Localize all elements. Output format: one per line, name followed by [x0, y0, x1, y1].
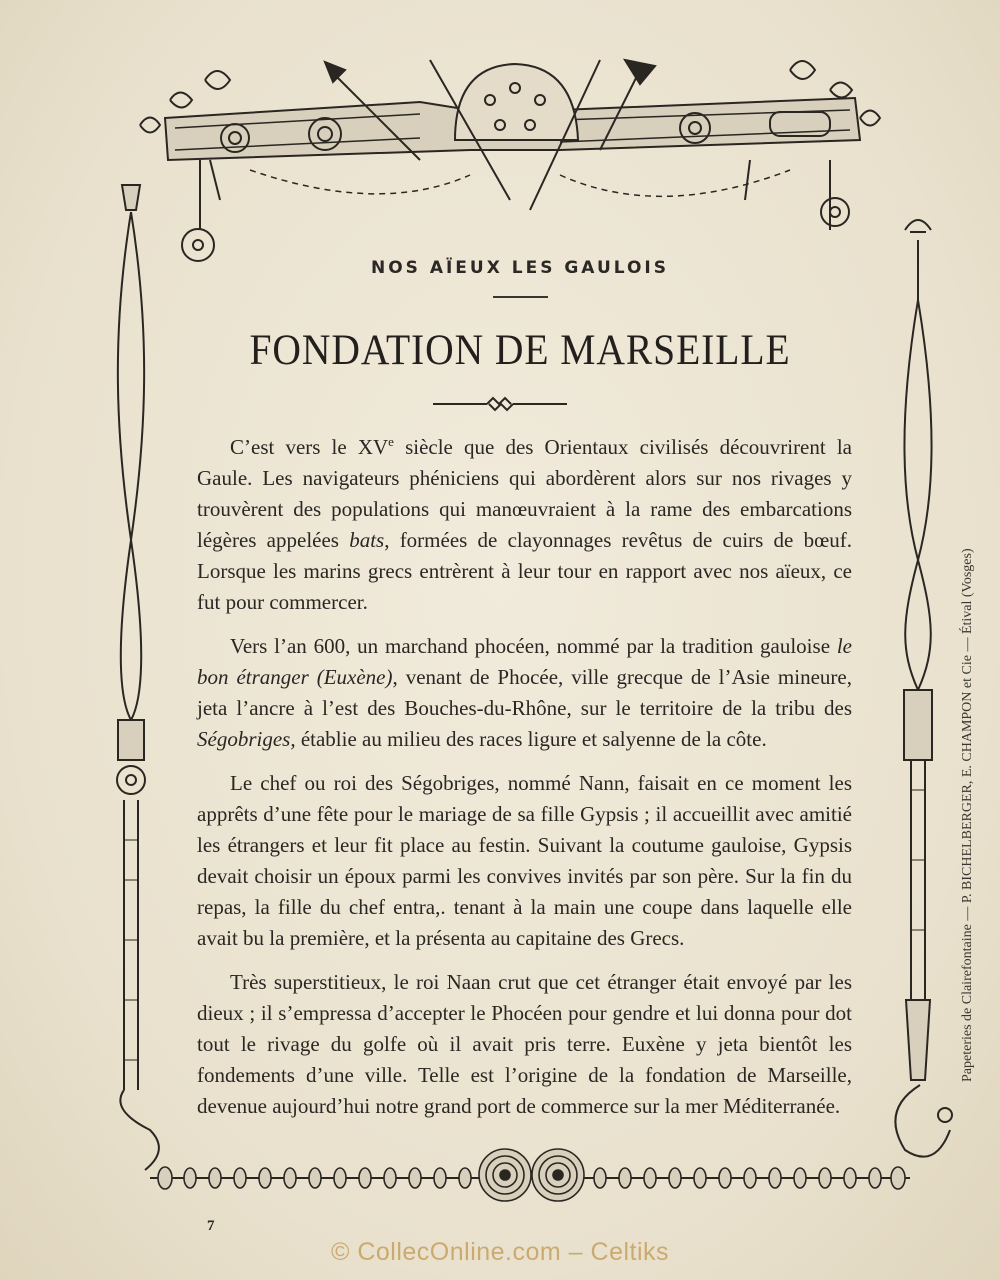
- watermark: © ColleсOnline.com – Celtiks: [330, 1238, 670, 1266]
- paragraph: [197, 967, 852, 1122]
- superscript: e: [388, 434, 394, 449]
- paragraph-text: établie au milieu des races ligure et salyenne de la côte.: [295, 727, 767, 751]
- paragraph: [197, 432, 852, 618]
- page-title: FONDATION DE MARSEILLE: [249, 327, 791, 374]
- right-sword: [895, 220, 952, 1157]
- italic-text: le bon étranger (Euxène): [197, 634, 852, 689]
- bottom-beads: [150, 1149, 910, 1201]
- paragraph-text: C’est vers le XV: [230, 435, 389, 459]
- italic-text: Ségobriges,: [197, 727, 296, 751]
- paragraph-text: Très superstitieux, le roi Naan crut que cet étranger était envoyé par les dieux ; il s’empressa d’accepter le Phocéen pour gendre et lui donna pour dot tout le rivage du golfe où il avait pris terre. Euxène y jeta bientôt les fondements d’une ville. Telle est l’origine de la fondation de Marseille, devenue aujourd’hui notre grand port de commerce sur la mer Méditerranée.: [197, 970, 852, 1118]
- left-sword: [117, 185, 159, 1170]
- article-body: [197, 432, 852, 1135]
- title-ornament: [425, 392, 575, 416]
- paragraph-text: Vers l’an 600, un marchand phocéen, nommé par la tradition gauloise: [230, 634, 837, 658]
- paragraph-text: Le chef ou roi des Ségobriges, nommé Nann, faisait en ce moment les apprêts d’une fête pour le mariage de sa fille Gypsis ; il accueillit avec amitié les étrangers et leur fit place au festin. Suivant la coutume gauloise, Gypsis devait choisir un époux parmi les convives invités par son père. Sur la fin du repas, la fille du chef entra,. tenant à la main une coupe dans laquelle elle avait bu la première, et la présenta au capitaine des Grecs.: [197, 771, 852, 950]
- paragraph-text: siècle que des Orientaux civilisés découvrirent la Gaule. Les navigateurs phéniciens qui abordèrent alors sur nos rivages y trouvèrent des populations qui manœuvraient à la rame des embarcations légères appelées: [197, 435, 852, 552]
- series-kicker: NOS AÏEUX LES GAULOIS: [370, 258, 669, 278]
- paragraph-text: , formées de clayonnages revêtus de cuirs de bœuf. Lorsque les marins grecs entrèrent à leur tour en rapport avec nos aïeux, ce fut pour commercer.: [197, 528, 852, 614]
- top-ornament: [140, 60, 880, 261]
- italic-text: bats: [349, 528, 385, 552]
- paragraph: [197, 631, 852, 755]
- page-number: 7: [207, 1218, 215, 1234]
- side-imprint: Papeteries de Clairefontaine — P. BICHELBERGER, E. CHAMPON et Cie — Étival (Vosges): [960, 548, 975, 1082]
- paragraph-text: , venant de Phocée, ville grecque de l’Asie mineure, jeta l’ancre à l’est des Bouches-du-Rhône, sur le territoire de la tribu des: [197, 665, 852, 720]
- kicker-rule: [493, 296, 548, 300]
- paragraph: [197, 768, 852, 954]
